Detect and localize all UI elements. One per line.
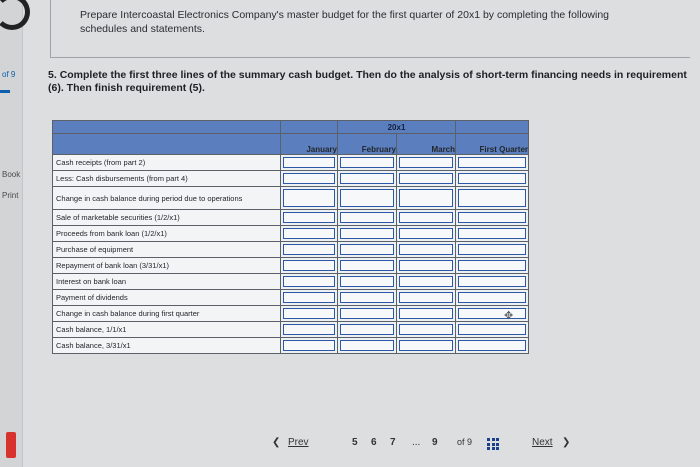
instructions-line-2: schedules and statements. xyxy=(80,23,205,35)
input-cell[interactable] xyxy=(397,258,456,274)
table-row xyxy=(53,155,529,171)
input-cell[interactable] xyxy=(281,290,338,306)
instructions-line-1: Prepare Intercoastal Electronics Company's master budget for the first quarter of 20x1 by completing the following xyxy=(80,9,610,21)
sidebar-book-link[interactable]: Book xyxy=(2,170,21,179)
amount-input[interactable] xyxy=(458,212,526,223)
column-header-january: January xyxy=(281,134,338,155)
amount-input[interactable] xyxy=(283,244,335,255)
row-label: Interest on bank loan xyxy=(53,274,281,290)
requirement-prompt xyxy=(48,69,698,95)
amount-input[interactable] xyxy=(399,244,453,255)
row-label: Change in cash balance during period due to operations xyxy=(53,187,281,210)
amount-input[interactable] xyxy=(283,292,335,303)
amount-input[interactable] xyxy=(340,276,394,287)
table-row xyxy=(53,258,529,274)
input-cell[interactable] xyxy=(338,226,397,242)
amount-input[interactable] xyxy=(340,292,394,303)
input-cell[interactable] xyxy=(456,242,529,258)
input-cell[interactable] xyxy=(456,274,529,290)
amount-input[interactable] xyxy=(458,276,526,287)
input-cell[interactable] xyxy=(397,171,456,187)
input-cell[interactable] xyxy=(456,187,529,210)
row-label: Change in cash balance during first quarter xyxy=(53,306,281,322)
instruction-border-left xyxy=(50,0,51,58)
amount-input[interactable] xyxy=(458,157,526,168)
header-blank-cell xyxy=(456,121,529,134)
table-row xyxy=(53,338,529,354)
header-blank-cell xyxy=(281,121,338,134)
grid-view-icon[interactable] xyxy=(487,438,499,450)
move-cursor-icon: ✥ xyxy=(504,310,514,322)
amount-input[interactable] xyxy=(283,308,335,319)
input-cell[interactable] xyxy=(338,210,397,226)
column-header-february: February xyxy=(338,134,397,155)
header-label-cell xyxy=(53,134,281,155)
red-tab-indicator xyxy=(6,432,16,458)
prev-arrow-icon[interactable]: ❮ xyxy=(272,437,281,448)
input-cell[interactable] xyxy=(397,155,456,171)
input-cell[interactable] xyxy=(338,187,397,210)
prev-button[interactable]: Prev xyxy=(288,437,309,448)
amount-input[interactable] xyxy=(399,292,453,303)
input-cell[interactable] xyxy=(397,187,456,210)
amount-input[interactable] xyxy=(458,228,526,239)
input-cell[interactable] xyxy=(397,210,456,226)
instructions-text xyxy=(80,8,680,36)
table-row xyxy=(53,242,529,258)
input-cell[interactable] xyxy=(281,171,338,187)
row-label: Purchase of equipment xyxy=(53,242,281,258)
amount-input[interactable] xyxy=(283,228,335,239)
amount-input[interactable] xyxy=(340,212,394,223)
amount-input[interactable] xyxy=(283,340,335,351)
amount-input[interactable] xyxy=(458,189,526,207)
amount-input[interactable] xyxy=(283,212,335,223)
input-cell[interactable] xyxy=(338,171,397,187)
amount-input[interactable] xyxy=(458,260,526,271)
amount-input[interactable] xyxy=(283,276,335,287)
input-cell[interactable] xyxy=(456,171,529,187)
input-cell[interactable] xyxy=(456,322,529,338)
page-ellipsis: ... xyxy=(412,437,421,448)
amount-input[interactable] xyxy=(399,308,453,319)
input-cell[interactable] xyxy=(281,274,338,290)
table-column-header-row xyxy=(53,134,529,155)
amount-input[interactable] xyxy=(340,324,394,335)
amount-input[interactable] xyxy=(458,308,526,319)
table-row xyxy=(53,187,529,210)
row-label: Repayment of bank loan (3/31/x1) xyxy=(53,258,281,274)
input-cell[interactable] xyxy=(397,242,456,258)
column-header-march: March xyxy=(397,134,456,155)
amount-input[interactable] xyxy=(340,244,394,255)
amount-input[interactable] xyxy=(399,212,453,223)
table-row xyxy=(53,322,529,338)
page-link-9[interactable]: 9 xyxy=(432,437,438,448)
input-cell[interactable] xyxy=(281,258,338,274)
input-cell[interactable] xyxy=(338,290,397,306)
amount-input[interactable] xyxy=(283,173,335,184)
input-cell[interactable] xyxy=(397,306,456,322)
progress-marker xyxy=(0,90,10,93)
amount-input[interactable] xyxy=(399,276,453,287)
input-cell[interactable] xyxy=(397,290,456,306)
input-cell[interactable] xyxy=(281,155,338,171)
input-cell[interactable] xyxy=(338,258,397,274)
table-row xyxy=(53,210,529,226)
amount-input[interactable] xyxy=(458,340,526,351)
input-cell[interactable] xyxy=(338,242,397,258)
row-label: Payment of dividends xyxy=(53,290,281,306)
input-cell[interactable] xyxy=(281,226,338,242)
amount-input[interactable] xyxy=(283,324,335,335)
input-cell[interactable] xyxy=(456,338,529,354)
page-link-6[interactable]: 6 xyxy=(371,437,377,448)
header-blank-cell xyxy=(53,121,281,134)
amount-input[interactable] xyxy=(340,340,394,351)
input-cell[interactable] xyxy=(397,338,456,354)
column-header-first-quarter: First Quarter xyxy=(456,134,529,155)
next-button[interactable]: Next xyxy=(532,437,553,448)
table-row xyxy=(53,226,529,242)
table-year-header-row xyxy=(53,121,529,134)
logo-icon xyxy=(0,0,30,30)
amount-input[interactable] xyxy=(283,157,335,168)
amount-input[interactable] xyxy=(399,189,453,207)
input-cell[interactable] xyxy=(338,155,397,171)
amount-input[interactable] xyxy=(458,173,526,184)
table-body xyxy=(53,155,529,354)
input-cell[interactable] xyxy=(397,226,456,242)
year-header: 20x1 xyxy=(338,121,456,134)
amount-input[interactable] xyxy=(399,157,453,168)
row-label: Cash receipts (from part 2) xyxy=(53,155,281,171)
input-cell[interactable] xyxy=(338,274,397,290)
input-cell[interactable] xyxy=(456,290,529,306)
input-cell[interactable] xyxy=(397,274,456,290)
amount-input[interactable] xyxy=(399,228,453,239)
amount-input[interactable] xyxy=(458,292,526,303)
input-cell[interactable] xyxy=(281,187,338,210)
input-cell[interactable] xyxy=(338,306,397,322)
table-row xyxy=(53,306,529,322)
input-cell[interactable] xyxy=(456,258,529,274)
input-cell[interactable] xyxy=(281,338,338,354)
input-cell[interactable] xyxy=(281,322,338,338)
amount-input[interactable] xyxy=(340,189,394,207)
amount-input[interactable] xyxy=(340,157,394,168)
amount-input[interactable] xyxy=(399,260,453,271)
row-label: Cash balance, 1/1/x1 xyxy=(53,322,281,338)
amount-input[interactable] xyxy=(458,244,526,255)
row-label: Sale of marketable securities (1/2/x1) xyxy=(53,210,281,226)
requirement-text: Complete the first three lines of the summary cash budget. Then do the analysis of short-term financing needs in requirement (6). Then finish requirement (5). xyxy=(48,69,687,94)
table-row xyxy=(53,290,529,306)
input-cell[interactable] xyxy=(338,322,397,338)
sidebar-print-link[interactable]: Print xyxy=(2,191,19,200)
page-link-7-current[interactable]: 7 xyxy=(390,437,396,448)
input-cell[interactable] xyxy=(281,306,338,322)
row-label: Proceeds from bank loan (1/2/x1) xyxy=(53,226,281,242)
input-cell[interactable] xyxy=(456,226,529,242)
amount-input[interactable] xyxy=(340,228,394,239)
input-cell[interactable] xyxy=(338,338,397,354)
amount-input[interactable] xyxy=(399,324,453,335)
next-arrow-icon[interactable]: ❯ xyxy=(562,437,571,448)
amount-input[interactable] xyxy=(399,173,453,184)
cash-budget-table-container xyxy=(52,120,528,350)
cash-budget-table xyxy=(52,120,529,354)
instruction-border-bottom xyxy=(50,57,690,58)
page-link-5[interactable]: 5 xyxy=(352,437,358,448)
input-cell[interactable] xyxy=(281,242,338,258)
input-cell[interactable] xyxy=(456,306,529,322)
input-cell[interactable] xyxy=(456,155,529,171)
table-row xyxy=(53,171,529,187)
requirement-number: 5. xyxy=(48,69,57,81)
amount-input[interactable] xyxy=(399,340,453,351)
sidebar-page-count: of 9 xyxy=(2,70,16,79)
input-cell[interactable] xyxy=(456,210,529,226)
amount-input[interactable] xyxy=(340,308,394,319)
amount-input[interactable] xyxy=(283,260,335,271)
row-label: Cash balance, 3/31/x1 xyxy=(53,338,281,354)
amount-input[interactable] xyxy=(283,189,335,207)
input-cell[interactable] xyxy=(397,322,456,338)
amount-input[interactable] xyxy=(340,173,394,184)
input-cell[interactable] xyxy=(281,210,338,226)
amount-input[interactable] xyxy=(340,260,394,271)
left-sidebar xyxy=(0,0,23,467)
row-label: Less: Cash disbursements (from part 4) xyxy=(53,171,281,187)
amount-input[interactable] xyxy=(458,324,526,335)
table-row xyxy=(53,274,529,290)
page-total: of 9 xyxy=(457,437,473,447)
